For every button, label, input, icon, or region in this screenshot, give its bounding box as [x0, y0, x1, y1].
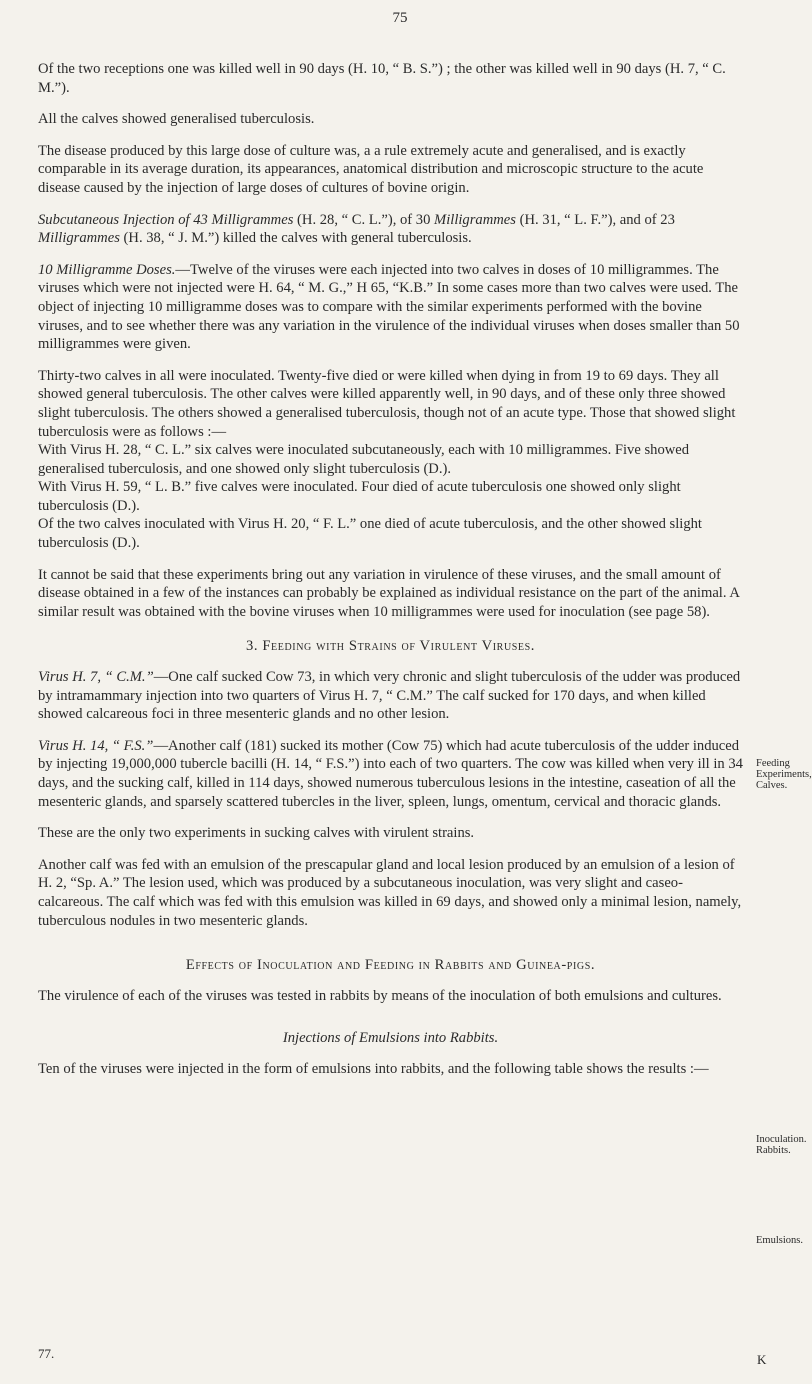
paragraph: With Virus H. 28, “ C. L.” six calves were inoculated subcutaneously, each with 10 milligrammes. Five showed generalised tuberculosis, and one showed only slight tuberculosis (D.).: [38, 442, 690, 477]
italic-label: Virus H. 14, “ F.S.”: [38, 737, 154, 754]
section-heading: [38, 956, 743, 975]
paragraph: The disease produced by this large dose of culture was, a a rule extremely acute and generalised, and is exactly comparable in its average duration, its appearances, anatomical distribution and microscopic structure to the acute disease caused by the injection of large doses of cultures of bovine origin.: [38, 142, 704, 196]
italic-label: Virus H. 7, “ C.M.”: [38, 669, 154, 686]
paragraph-text: (H. 28, “ C. L.”), of 30: [297, 211, 431, 228]
body-text: [38, 60, 743, 1092]
paragraph: [38, 737, 743, 811]
section-heading: [38, 637, 743, 656]
italic-label: 43 Milligrammes: [193, 211, 294, 228]
paragraph: All the calves showed generalised tuberculosis.: [38, 111, 315, 128]
italic-label: Subcutaneous Injection of: [38, 211, 190, 228]
paragraph-text: —Another calf (181) sucked its mother (Cow 75) which had acute tuberculosis of the udder induced by injecting 19,000,000 tubercle bacilli (H. 14, “ F.S.”) into each of two quarters. The cow was killed when very ill in 34 days, and the sucking calf, killed in 114 days, showed numerous tuberculous lesions in the intestine, caseation of all the mesenteric glands, and sparsely scattered tubercles in the liver, spleen, lungs, omentum, cervical and thoracic glands.: [38, 737, 743, 810]
footer-signature: 77.: [38, 1346, 55, 1361]
paragraph: It cannot be said that these experiments bring out any variation in virulence of these viruses, and the small amount of disease obtained in a few of the instances can probably be explained as individual resistance on the part of the animal. A similar result was obtained with the bovine viruses when 10 milligrammes were used for inoculation (see page 58).: [38, 566, 740, 620]
paragraph: [38, 211, 743, 248]
paragraph: These are the only two experiments in sucking calves with virulent strains.: [38, 825, 475, 842]
paragraph-text: (H. 31, “ L. F.”), and of 23: [519, 211, 675, 228]
paragraph: [38, 261, 743, 354]
italic-label: 10 Milligramme Doses.: [38, 261, 176, 278]
paragraph: Of the two calves inoculated with Virus H. 20, “ F. L.” one died of acute tuberculosis, and the other showed slight tuberculosis (D.).: [38, 516, 702, 552]
italic-label: Milligrammes: [434, 211, 516, 228]
paragraph-text: —One calf sucked Cow 73, in which very chronic and slight tuberculosis of the udder was produced by intramammary injection into two quarters of Virus H. 7, “ C.M.” The calf sucked for 170 days, and when killed showed calcareous foci in three mesenteric glands and no other lesion.: [38, 669, 741, 723]
paragraph: Another calf was fed with an emulsion of the prescapular gland and local lesion produced by an emulsion of a lesion of H. 2, “Sp. A.” The lesion used, which was produced by a subcutaneous inoculation, was very slight and caseo-calcareous. The calf which was fed with this emulsion was killed in 69 days, and showed only a minimal lesion, namely, tuberculous nodules in two mesenteric glands.: [38, 856, 742, 929]
section-title: Effects of Inoculation and Feeding in Rabbits and Guinea-pigs.: [185, 957, 596, 974]
paragraph: With Virus H. 59, “ L. B.” five calves were inoculated. Four died of acute tuberculosis one showed only slight tuberculosis (D.).: [38, 479, 681, 514]
footer-signature-letter: K: [757, 1352, 767, 1367]
italic-label: Milligrammes: [38, 230, 120, 247]
margin-note-inoculation: Inoculation. Rabbits.: [756, 1134, 807, 1156]
section-title: Feeding with Strains of Virulent Viruses.: [262, 638, 536, 655]
paragraph: The virulence of each of the viruses was tested in rabbits by means of the inoculation of both emulsions and cultures.: [38, 987, 722, 1004]
section-number: 3.: [245, 638, 259, 655]
page-number: 75: [392, 10, 408, 26]
paragraph: Ten of the viruses were injected in the form of emulsions into rabbits, and the following table shows the results :—: [38, 1060, 709, 1077]
margin-note-emulsions: Emulsions.: [756, 1235, 803, 1246]
subheading: Injections of Emulsions into Rabbits.: [282, 1030, 499, 1047]
paragraph: Of the two receptions one was killed well in 90 days (H. 10, “ B. S.”) ; the other was killed well in 90 days (H. 7, “ C. M.”).: [38, 61, 726, 96]
paragraph-text: —Twelve of the viruses were each injected into two calves in doses of 10 milligrammes. The viruses which were not injected were H. 64, “ M. G.,” H 65, “K.B.” In some cases more than two calves were used. The object of injecting 10 milligramme doses was to compare with the similar experiments performed with the bovine viruses, and to see whether there was any variation in the virulence of the individual viruses when doses smaller than 50 milligrammes were given.: [38, 261, 740, 353]
margin-note-feeding: Feeding Experiments, Calves.: [756, 758, 812, 791]
paragraph-text: (H. 38, “ J. M.”) killed the calves with general tuberculosis.: [123, 230, 472, 247]
paragraph: Thirty-two calves in all were inoculated. Twenty-five died or were killed when dying in from 19 to 69 days. They all showed general tuberculosis. The other calves were killed apparently well, in 90 days, and of these only three showed slight tuberculosis. The others showed a generalised tuberculosis, though not of an acute type. Those that showed slight tuberculosis were as follows :—: [38, 367, 736, 440]
paragraph: [38, 668, 743, 724]
